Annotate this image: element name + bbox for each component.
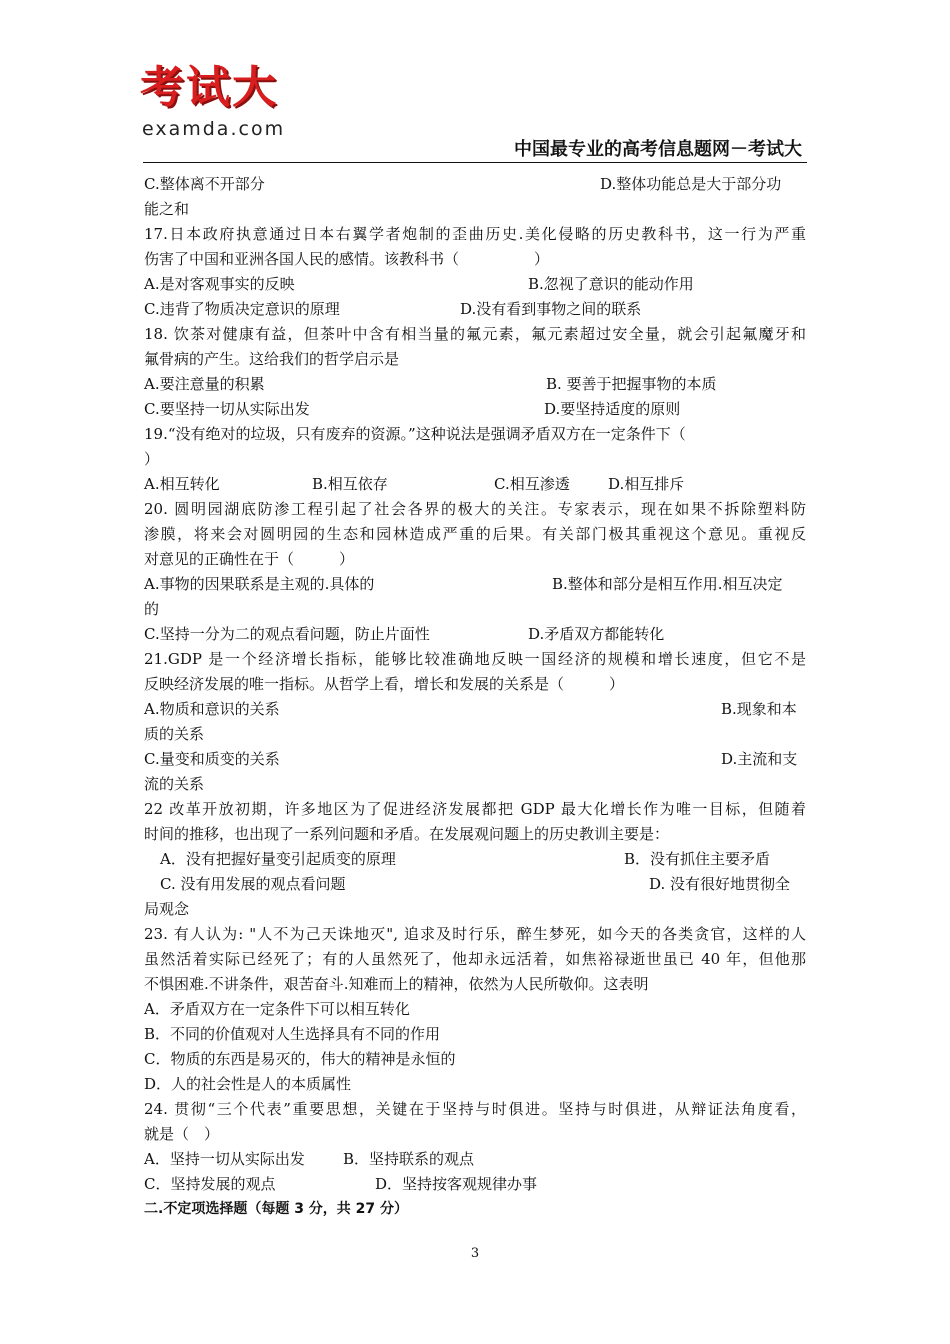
text-line: 能之和 (144, 200, 190, 218)
option-line (144, 872, 806, 897)
option-text: B．不同的价值观对人生选择具有不同的作用 (144, 1025, 441, 1043)
option-text: A.相互转化 (144, 475, 220, 493)
option-line (144, 1172, 806, 1197)
option-text: D.矛盾双方都能转化 (528, 625, 665, 643)
question-23-text: 23. 有人认为: "人不为己天诛地灭", 追求及时行乐，醉生梦死，如今天的各类贪官，这样的人 (144, 925, 806, 943)
option-text: C.量变和质变的关系 (144, 750, 280, 768)
option-text: D．坚持按客观规律办事 (375, 1175, 538, 1193)
text-line: 不惧困难.不讲条件，艰苦奋斗.知难而上的精神，依然为人民所敬仰。这表明 (144, 975, 649, 993)
header-divider (143, 162, 807, 163)
text-line: 渗膜，将来会对圆明园的生态和园林造成严重的后果。有关部门极其重视这个意见。重视反 (144, 525, 806, 543)
option-line (144, 1147, 806, 1172)
text-line: 流的关系 (144, 775, 205, 793)
option-line (144, 572, 806, 597)
option-text: D.整体功能总是大于部分功 (600, 175, 782, 193)
option-line (144, 747, 806, 772)
option-line (144, 472, 806, 497)
option-line (144, 697, 806, 722)
option-text: C.违背了物质决定意识的原理 (144, 300, 340, 318)
text-line: ） (144, 450, 160, 468)
option-line (144, 372, 806, 397)
option-text: C.要坚持一切从实际出发 (144, 400, 310, 418)
option-line (144, 172, 806, 197)
text-line: 局观念 (144, 900, 190, 918)
text-line: 时间的推移，也出现了一系列问题和矛盾。在发展观问题上的历史教训主要是： (144, 825, 670, 843)
option-text: C.整体离不开部分 (144, 175, 265, 193)
site-tagline: 中国最专业的高考信息题网－考试大 (514, 139, 802, 160)
option-text: B．坚持联系的观点 (343, 1150, 475, 1168)
option-text: A.物质和意识的关系 (144, 700, 280, 718)
option-text: B.现象和本 (721, 700, 797, 718)
question-24-text: 24. 贯彻“三个代表”重要思想，关键在于坚持与时俱进。坚持与时俱进，从辩证法角度看， (144, 1100, 806, 1118)
text-line: 反映经济发展的唯一指标。从哲学上看，增长和发展的关系是（ ） (144, 675, 625, 693)
option-text: C．坚持发展的观点 (144, 1175, 276, 1193)
logo-main-text: 考试大 (140, 62, 278, 113)
option-text: D.主流和支 (721, 750, 798, 768)
option-text: B.忽视了意识的能动作用 (528, 275, 694, 293)
option-text: C.相互渗透 (494, 475, 570, 493)
option-text: D. 没有很好地贯彻全 (649, 875, 791, 893)
question-17-text: 17.日本政府执意通过日本右翼学者炮制的歪曲历史.美化侵略的历史教科书，这一行为严重 (144, 225, 806, 243)
option-text: D．人的社会性是人的本质属性 (144, 1075, 352, 1093)
option-text: D.要坚持适度的原则 (544, 400, 681, 418)
text-line: 伤害了中国和亚洲各国人民的感情。该教科书（ ） (144, 250, 550, 268)
option-text: A．没有把握好量变引起质变的原理 (160, 850, 396, 868)
document-body (144, 172, 806, 1222)
option-line (144, 297, 806, 322)
text-line: 就是（ ） (144, 1125, 220, 1143)
option-text: C.坚持一分为二的观点看问题，防止片面性 (144, 625, 430, 643)
option-text: D.没有看到事物之间的联系 (460, 300, 642, 318)
page-number: 3 (470, 1246, 480, 1261)
question-19-text: 19.“没有绝对的垃圾，只有废弃的资源。”这种说法是强调矛盾双方在一定条件下（ (144, 425, 686, 443)
option-text: B. 要善于把握事物的本质 (546, 375, 717, 393)
question-20-text: 20. 圆明园湖底防渗工程引起了社会各界的极大的关注。专家表示，现在如果不拆除塑料防 (144, 500, 806, 518)
option-text: A.事物的因果联系是主观的.具体的 (144, 575, 375, 593)
section-heading: 二.不定项选择题（每题 3 分，共 27 分） (144, 1201, 409, 1217)
question-18-text: 18. 饮茶对健康有益，但茶叶中含有相当量的氟元素，氟元素超过安全量，就会引起氟魔牙和 (144, 325, 806, 343)
option-line (144, 397, 806, 422)
option-line (144, 847, 806, 872)
option-line (144, 272, 806, 297)
logo-sub-text: examda.com (142, 118, 286, 140)
option-text: B.整体和部分是相互作用.相互决定 (552, 575, 783, 593)
text-line: 对意见的正确性在于（ ） (144, 550, 355, 568)
question-22-text: 22 改革开放初期，许多地区为了促进经济发展都把 GDP 最大化增长作为唯一目标，但随着 (144, 800, 806, 818)
option-text: A.是对客观事实的反映 (144, 275, 295, 293)
text-line: 虽然活着实际已经死了；有的人虽然死了，他却永远活着，如焦裕禄逝世虽已 40 年，但他那 (144, 950, 806, 968)
option-text: C. 没有用发展的观点看问题 (160, 875, 346, 893)
option-text: A.要注意量的积累 (144, 375, 265, 393)
option-text: A．坚持一切从实际出发 (144, 1150, 305, 1168)
option-text: A．矛盾双方在一定条件下可以相互转化 (144, 1000, 410, 1018)
option-text: C．物质的东西是易灭的，伟大的精神是永恒的 (144, 1050, 456, 1068)
text-line: 质的关系 (144, 725, 205, 743)
text-line: 的 (144, 600, 160, 618)
option-line (144, 622, 806, 647)
question-21-text: 21.GDP 是一个经济增长指标，能够比较准确地反映一国经济的规模和增长速度，但它不是 (144, 650, 806, 668)
option-text: D.相互排斥 (608, 475, 685, 493)
examda-logo[interactable] (140, 58, 310, 150)
option-text: B.相互依存 (312, 475, 388, 493)
option-text: B．没有抓住主要矛盾 (624, 850, 771, 868)
text-line: 氟骨病的产生。这给我们的哲学启示是 (144, 350, 400, 368)
